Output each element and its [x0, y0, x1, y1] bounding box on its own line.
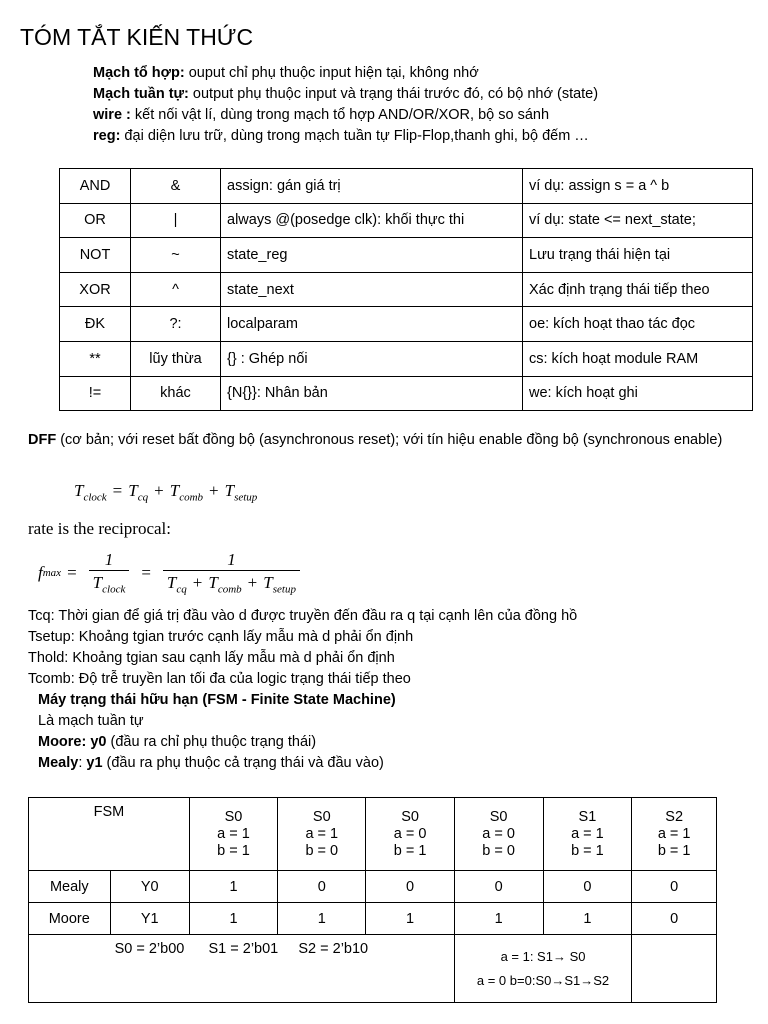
fsm-cell: 0 — [632, 903, 717, 935]
table-cell: we: kích hoạt ghi — [523, 376, 753, 411]
fsm-cell: 1 — [278, 903, 366, 935]
table-cell: ĐK — [60, 307, 131, 342]
fraction-2: $\frac{1}{T_{cq} + T_{comb} + T_{setup}}$ — [163, 550, 300, 595]
fsm-cell: 1 — [543, 903, 632, 935]
definition-term: reg: — [93, 128, 121, 144]
definition-term: Mạch tuần tự: — [93, 86, 189, 102]
table-cell: | — [131, 203, 221, 238]
table-cell: always @(posedge clk): khối thực thi — [221, 203, 523, 238]
table-cell: NOT — [60, 238, 131, 273]
fsm-state-header: S1 a = 1 b = 1 — [543, 798, 632, 871]
fsm-cell: 1 — [366, 903, 454, 935]
definition-text: output phụ thuộc input và trạng thái trước đó, có bộ nhớ (state) — [188, 86, 599, 102]
fsm-cell: 0 — [543, 871, 632, 903]
table-cell: assign: gán giá trị — [221, 169, 523, 204]
definition-text: ouput chỉ phụ thuộc input hiện tại, không nhớ — [184, 65, 479, 81]
table-cell: ~ — [131, 238, 221, 273]
definition-term: wire : — [93, 107, 131, 123]
table-cell: ^ — [131, 272, 221, 307]
table-cell: {N{}}: Nhân bản — [221, 376, 523, 411]
fsm-state-header: S0 a = 1 b = 1 — [189, 798, 277, 871]
fraction-1: $\frac{1}{T_{clock}}$ — [89, 550, 130, 595]
table-cell: Lưu trạng thái hiện tại — [523, 238, 753, 273]
table-row — [60, 203, 753, 238]
fsm-section: Máy trạng thái hữu hạn (FSM - Finite State Machine) Là mạch tuần tự Moore: y0 (đầu ra chỉ phụ thuộc trạng thái) Mealy: y1 (đầu ra phụ thuộc cả trạng thái và đầu vào) — [38, 692, 396, 771]
definition-item — [93, 63, 598, 84]
fsm-row — [29, 903, 717, 935]
table-row — [60, 238, 753, 273]
fsm-row-name: Mealy — [29, 871, 111, 903]
fsm-footer-row — [29, 935, 717, 1003]
table-row — [60, 169, 753, 204]
table-cell: != — [60, 376, 131, 411]
table-row — [60, 376, 753, 411]
table-cell: state_reg — [221, 238, 523, 273]
definition-item — [93, 126, 598, 147]
table-cell: cs: kích hoạt module RAM — [523, 341, 753, 376]
fsm-cell: 1 — [189, 903, 277, 935]
table-cell: oe: kích hoạt thao tác đọc — [523, 307, 753, 342]
fsm-cell: 0 — [366, 871, 454, 903]
rate-text: rate is the reciprocal: — [28, 519, 172, 538]
fsm-cell: 1 — [189, 871, 277, 903]
max-frequency-formula: f max = $\frac{1}{T_{clock}}$ = $\frac{1}{T_{cq} + T_{comb} + T_{setup}}$ — [38, 550, 306, 595]
fsm-state-header: S0 a = 0 b = 1 — [366, 798, 454, 871]
table-cell: XOR — [60, 272, 131, 307]
fsm-cell: 0 — [632, 871, 717, 903]
table-cell: AND — [60, 169, 131, 204]
timing-note: Tcq: Thời gian để giá trị đầu vào d được truyền đến đầu ra q tại cạnh lên của đồng hồ — [28, 608, 578, 624]
empty-cell — [632, 935, 717, 1003]
timing-note: Tcomb: Độ trễ truyền lan tối đa của logic trạng thái tiếp theo — [28, 671, 411, 687]
dff-paragraph — [28, 430, 728, 451]
timing-note: Thold: Khoảng tgian sau cạnh lấy mẫu mà d phải ổn định — [28, 650, 395, 666]
definition-item — [93, 105, 598, 126]
fsm-line: Là mạch tuần tự — [38, 713, 144, 729]
dff-term: DFF — [28, 432, 57, 448]
fsm-row — [29, 871, 717, 903]
timing-note: Tsetup: Khoảng tgian trước cạnh lấy mẫu mà d phải ổn định — [28, 629, 414, 645]
state-transitions: a = 1: S1→ S0 a = 0 b=0:S0→S1→S2 — [454, 935, 632, 1003]
definition-item — [93, 84, 598, 105]
table-row — [60, 341, 753, 376]
table-cell: khác — [131, 376, 221, 411]
definition-text: đại diện lưu trữ, dùng trong mạch tuần tự Flip-Flop,thanh ghi, bộ đếm … — [120, 128, 589, 144]
fsm-state-header: S0 a = 1 b = 0 — [278, 798, 366, 871]
table-cell: {} : Ghép nối — [221, 341, 523, 376]
clock-period-formula: $T_{clock} = T_{cq} + T_{comb} + T_{setup}$ — [74, 481, 258, 504]
table-cell: ?: — [131, 307, 221, 342]
fsm-cell: 1 — [454, 903, 543, 935]
fsm-corner: FSM — [29, 798, 190, 871]
operators-table — [59, 168, 753, 411]
fsm-cell: 0 — [278, 871, 366, 903]
timing-notes — [28, 606, 577, 690]
table-cell: OR — [60, 203, 131, 238]
fsm-row-name: Moore — [29, 903, 111, 935]
table-row — [60, 272, 753, 307]
dff-text: (cơ bản; với reset bất đồng bộ (asynchronous reset); với tín hiệu enable đồng bộ (synchronous enable) — [56, 432, 723, 448]
fsm-row-output: Y1 — [110, 903, 189, 935]
table-cell: lũy thừa — [131, 341, 221, 376]
table-cell: ví dụ: state <= next_state; — [523, 203, 753, 238]
fsm-table — [28, 797, 717, 1003]
fsm-state-header: S0 a = 0 b = 0 — [454, 798, 543, 871]
definition-text: kết nối vật lí, dùng trong mạch tổ hợp AND/OR/XOR, bộ so sánh — [130, 107, 550, 123]
table-cell: Xác định trạng thái tiếp theo — [523, 272, 753, 307]
fsm-row-output: Y0 — [110, 871, 189, 903]
table-cell: & — [131, 169, 221, 204]
definition-term: Mạch tổ hợp: — [93, 65, 185, 81]
table-cell: ** — [60, 341, 131, 376]
moore-term: Moore: y0 — [38, 734, 107, 750]
table-cell: localparam — [221, 307, 523, 342]
definitions-list — [93, 63, 598, 147]
fsm-cell: 0 — [454, 871, 543, 903]
table-cell: state_next — [221, 272, 523, 307]
page-title: TÓM TẮT KIẾN THỨC — [20, 24, 254, 50]
state-encoding: S0 = 2’b00 S1 = 2’b01 S2 = 2’b10 — [29, 935, 455, 1003]
fsm-heading: Máy trạng thái hữu hạn (FSM - Finite State Machine) — [38, 692, 396, 708]
table-cell: ví dụ: assign s = a ^ b — [523, 169, 753, 204]
mealy-term: Mealy — [38, 755, 79, 771]
fsm-header-row — [29, 798, 717, 871]
table-row — [60, 307, 753, 342]
fsm-state-header: S2 a = 1 b = 1 — [632, 798, 717, 871]
